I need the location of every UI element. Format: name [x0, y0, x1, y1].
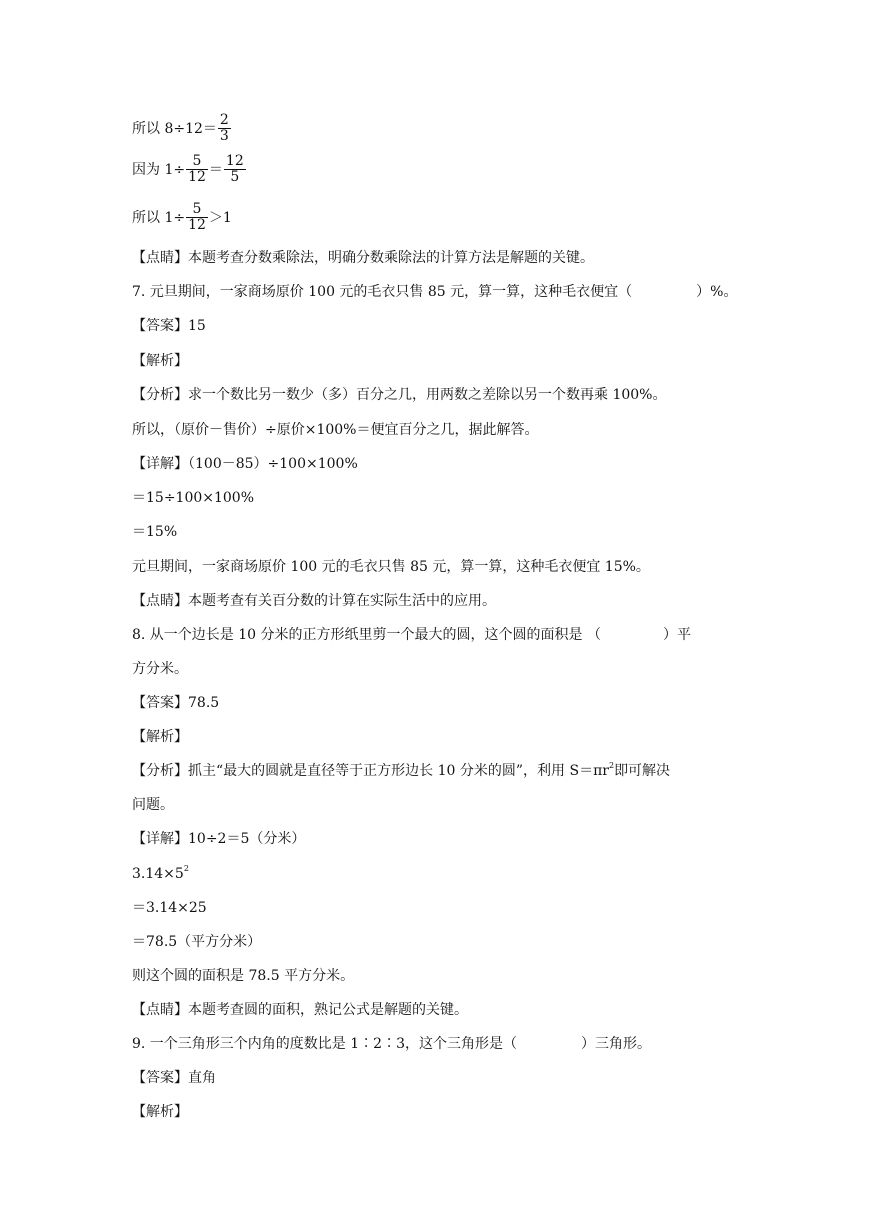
q9-answer: 【答案】直角: [132, 1070, 216, 1086]
fraction: [186, 202, 208, 233]
q8-fenxi-2: 问题。: [132, 797, 174, 813]
q7-detail-3: ＝15%: [132, 524, 178, 540]
q8-fenxi-1: 【分析】抓主“最大的圆就是直径等于正方形边长 10 分米的圆”，利用 $S=\pi r^2$即可解决: [132, 761, 671, 779]
fraction: [218, 113, 231, 144]
q7-answer: 【答案】15: [132, 318, 206, 334]
denominator: 12: [188, 169, 206, 185]
fraction: [224, 154, 246, 185]
q8-question-cont: 方分米。: [132, 661, 188, 677]
q7-comment: 【点睛】本题考查有关百分数的计算在实际生活中的应用。: [132, 593, 496, 609]
q8-conclusion: 则这个圆的面积是 78.5 平方分米。: [132, 968, 355, 984]
q7-detail-2: ＝15÷100×100%: [132, 490, 255, 506]
q8-comment: 【点睛】本题考查圆的面积，熟记公式是解题的关键。: [132, 1002, 468, 1018]
numerator: 2: [219, 112, 229, 128]
q8-answer: 【答案】78.5: [132, 695, 220, 711]
intro-comment: 【点睛】本题考查分数乘除法，明确分数乘除法的计算方法是解题的关键。: [132, 250, 594, 266]
math-line-2: [132, 154, 247, 185]
q7-fenxi-2: 所以，（原价－售价）÷原价×100%＝便宜百分之几，据此解答。: [132, 422, 539, 438]
q8-detail-3: ＝3.14×25: [132, 900, 207, 916]
q7-question: 7. 元旦期间，一家商场原价 100 元的毛衣只售 85 元，算一算，这种毛衣便宜（ ）%。: [132, 284, 738, 300]
numerator: 5: [192, 153, 202, 169]
q7-analysis: 【解析】: [132, 353, 188, 369]
q7-conclusion: 元旦期间，一家商场原价 100 元的毛衣只售 85 元，算一算，这种毛衣便宜 15%。: [132, 559, 650, 575]
text: ＞1: [208, 209, 232, 226]
math-line-1: [132, 113, 232, 144]
text: 所以 8÷12＝: [132, 120, 217, 137]
q8-detail-1: 【详解】10÷2＝5（分米）: [132, 831, 306, 847]
text: 因为 1÷: [132, 161, 186, 178]
q9-analysis: 【解析】: [132, 1104, 188, 1120]
q7-detail-1: 【详解】（100－85）÷100×100%: [132, 456, 358, 472]
q8-detail-4: ＝78.5（平方分米）: [132, 934, 262, 950]
q8-analysis: 【解析】: [132, 729, 188, 745]
q8-detail-2: $3.14\times 5^2$: [132, 864, 189, 882]
fraction: [186, 154, 208, 185]
q9-question: 9. 一个三角形三个内角的度数比是 1∶2∶3，这个三角形是（ ）三角形。: [132, 1036, 651, 1052]
numerator: 12: [225, 153, 244, 169]
text: 所以 1÷: [132, 209, 186, 226]
math-line-3: [132, 202, 232, 233]
q7-fenxi-1: 【分析】求一个数比另一数少（多）百分之几，用两数之差除以另一个数再乘 100%。: [132, 387, 667, 403]
denominator: 12: [188, 217, 206, 233]
denominator: 3: [219, 128, 229, 144]
numerator: 5: [192, 201, 202, 217]
q8-question: 8. 从一个边长是 10 分米的正方形纸里剪一个最大的圆，这个圆的面积是 （ ）平: [132, 627, 691, 643]
text: ＝: [208, 161, 223, 178]
denominator: 5: [224, 169, 246, 185]
